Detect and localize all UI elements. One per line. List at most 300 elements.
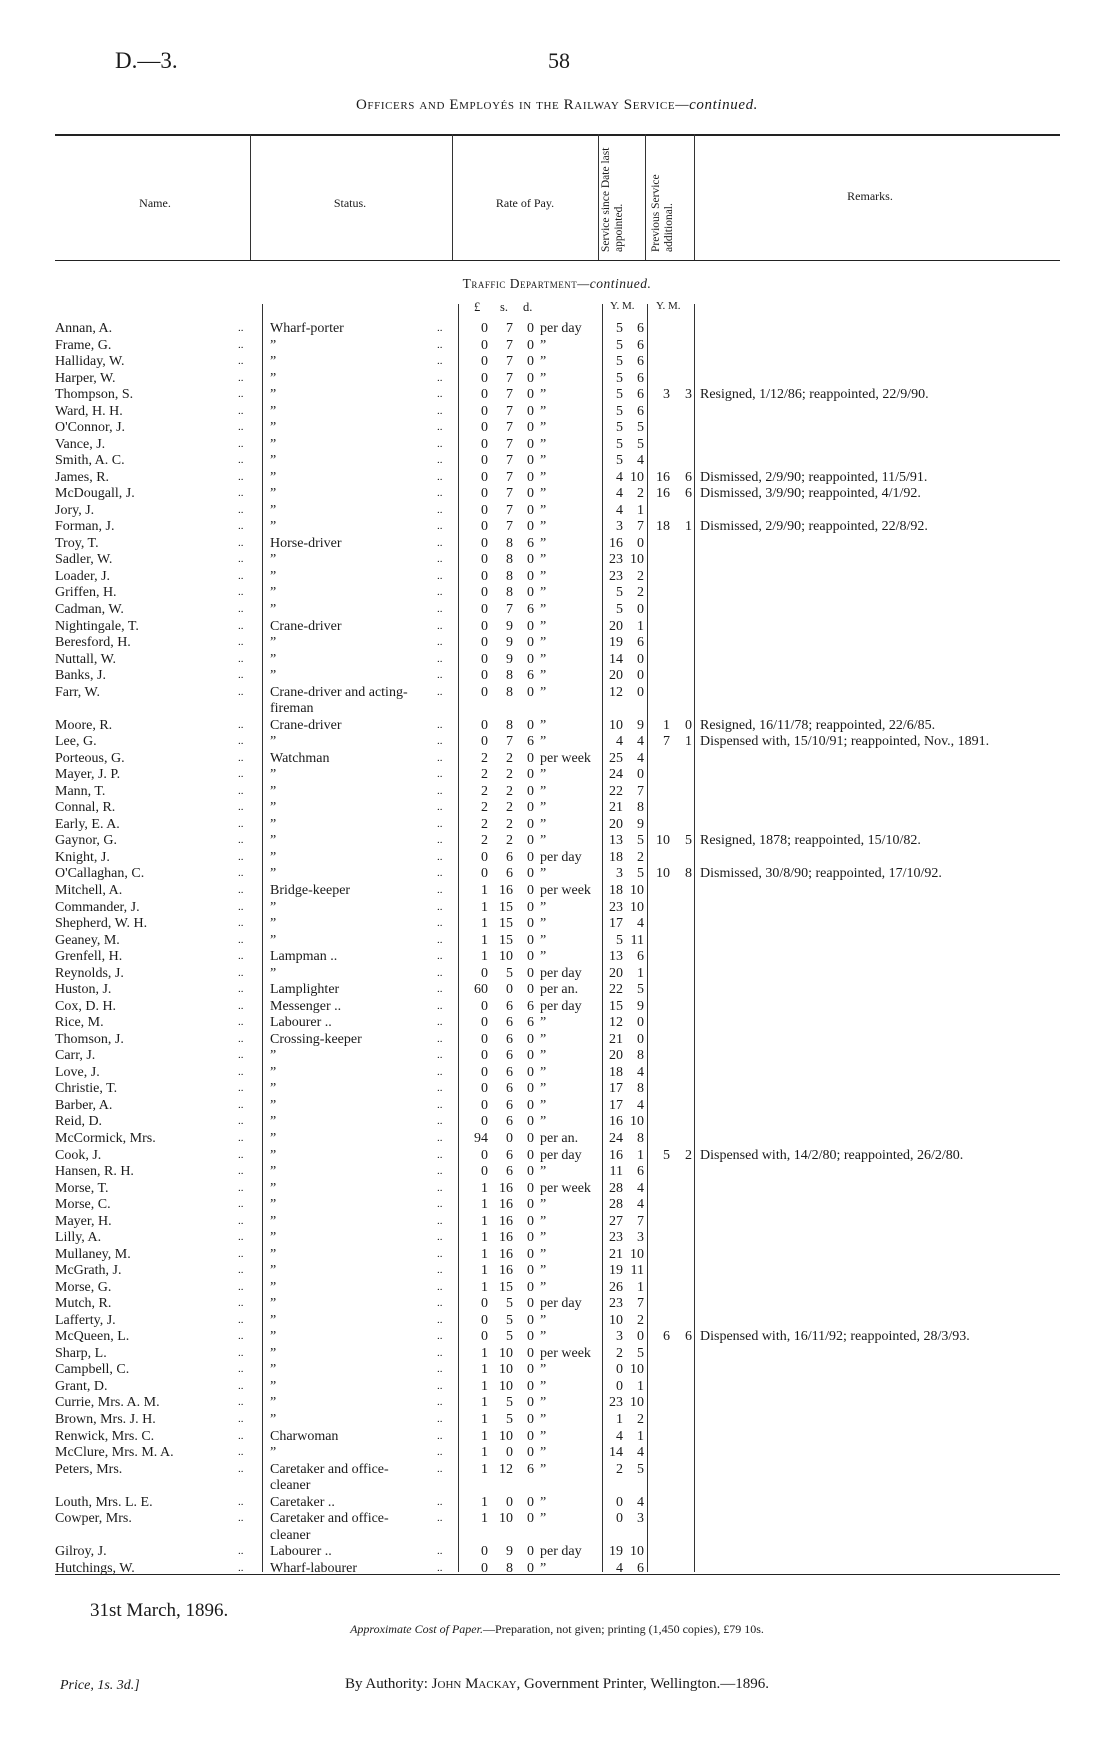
cell-s: 2 <box>506 767 513 783</box>
cell-y1: 5 <box>616 420 623 436</box>
unit-shillings: s. <box>500 300 508 314</box>
cell-name: Hutchings, W. <box>55 1560 135 1576</box>
cell-status: ” <box>270 1230 277 1246</box>
leader-dots: .. <box>437 636 443 649</box>
leader-dots: .. <box>238 718 244 731</box>
cell-y1: 5 <box>616 387 623 403</box>
cell-s: 15 <box>499 1279 513 1295</box>
cell-status: ” <box>270 1329 277 1345</box>
cell-status: ” <box>270 1147 277 1163</box>
cell-per: ” <box>540 1164 547 1180</box>
cell-y1: 4 <box>616 469 623 485</box>
cell-y1: 5 <box>616 370 623 386</box>
leader-dots: .. <box>437 536 443 549</box>
cell-per: ” <box>540 1213 547 1229</box>
authority-prefix: By Authority: <box>344 1676 432 1692</box>
printer-name: John Mackay <box>431 1676 517 1692</box>
cell-y2: 6 <box>663 1329 670 1345</box>
cell-s: 0 <box>506 1445 513 1461</box>
leader-dots: .. <box>437 900 443 913</box>
cell-status: ” <box>270 1048 277 1064</box>
cell-name: Nuttall, W. <box>55 651 117 667</box>
cell-per: ” <box>540 684 547 700</box>
leader-dots: .. <box>238 983 244 996</box>
cell-status: ” <box>270 1279 277 1295</box>
cell-name: Forman, J. <box>55 519 115 535</box>
cell-per: ” <box>540 932 547 948</box>
cell-y1: 4 <box>616 486 623 502</box>
cell-y2: 7 <box>663 734 670 750</box>
cell-s: 8 <box>506 552 513 568</box>
table-row <box>0 1494 1114 1511</box>
table-row <box>0 899 1114 916</box>
cell-m1: 1 <box>637 965 644 981</box>
cell-m1: 2 <box>637 1312 644 1328</box>
cell-m1: 8 <box>637 1130 644 1146</box>
cell-m1: 0 <box>637 1015 644 1031</box>
cell-name: Jory, J. <box>55 502 95 518</box>
table-top-rule <box>55 134 1060 136</box>
cell-y2: 3 <box>663 387 670 403</box>
leader-dots: .. <box>238 404 244 417</box>
leader-dots: .. <box>437 619 443 632</box>
table-row <box>0 1163 1114 1180</box>
cell-d: 0 <box>527 1345 534 1361</box>
cell-d: 0 <box>527 949 534 965</box>
cell-d: 0 <box>527 403 534 419</box>
cell-l: 0 <box>481 1114 488 1130</box>
cell-name: Farr, W. <box>55 684 100 700</box>
cell-m1: 4 <box>637 1494 644 1510</box>
cell-m1: 10 <box>630 469 644 485</box>
table-row <box>0 1428 1114 1445</box>
cell-m1: 9 <box>637 816 644 832</box>
cell-d: 0 <box>527 932 534 948</box>
cell-per: ” <box>540 354 547 370</box>
table-row <box>0 518 1114 535</box>
cell-m1: 0 <box>637 684 644 700</box>
cell-l: 0 <box>481 635 488 651</box>
cell-s: 6 <box>506 866 513 882</box>
cell-l: 0 <box>481 1296 488 1312</box>
cell-s: 6 <box>506 1048 513 1064</box>
table-row <box>0 915 1114 932</box>
table-row <box>0 1361 1114 1378</box>
leader-dots: .. <box>437 1098 443 1111</box>
table-row <box>0 1394 1114 1411</box>
cell-y1: 12 <box>609 684 623 700</box>
cell-y2: 16 <box>656 486 670 502</box>
cell-s: 0 <box>506 982 513 998</box>
cell-l: 0 <box>481 585 488 601</box>
leader-dots: .. <box>437 1462 443 1475</box>
cell-name: Campbell, C. <box>55 1362 130 1378</box>
cell-m1: 11 <box>630 932 644 948</box>
cell-d: 0 <box>527 866 534 882</box>
cell-s: 5 <box>506 1329 513 1345</box>
cell-d: 0 <box>527 883 534 899</box>
cell-per: ” <box>540 502 547 518</box>
table-row <box>0 717 1114 734</box>
cell-name: McCormick, Mrs. <box>55 1130 156 1146</box>
leader-dots: .. <box>238 834 244 847</box>
leader-dots: .. <box>437 1049 443 1062</box>
cell-remarks: Dispensed with, 15/10/91; reappointed, Nov., 1891. <box>700 734 990 750</box>
cell-l: 0 <box>481 420 488 436</box>
cell-d: 0 <box>527 436 534 452</box>
leader-dots: .. <box>437 1231 443 1244</box>
cell-l: 0 <box>481 337 488 353</box>
cell-s: 8 <box>506 568 513 584</box>
cell-y1: 4 <box>616 734 623 750</box>
leader-dots: .. <box>437 1247 443 1260</box>
cell-d: 0 <box>527 354 534 370</box>
cell-l: 1 <box>481 1411 488 1427</box>
cell-status: ” <box>270 1378 277 1394</box>
cell-d: 6 <box>527 602 534 617</box>
cell-status: Wharf-porter <box>270 321 344 336</box>
cell-per: ” <box>540 816 547 832</box>
column-header-status: Status. <box>333 196 367 210</box>
leader-dots: .. <box>437 1412 443 1425</box>
cell-name: James, R. <box>55 469 110 485</box>
cell-l: 1 <box>481 899 488 915</box>
table-row <box>0 816 1114 833</box>
cell-status: ” <box>270 420 277 436</box>
cell-l: 0 <box>481 568 488 584</box>
leader-dots: .. <box>437 834 443 847</box>
leader-dots: .. <box>238 619 244 632</box>
leader-dots: .. <box>437 437 443 450</box>
cell-per: ” <box>540 519 547 535</box>
cell-s: 10 <box>499 1378 513 1394</box>
leader-dots: .. <box>437 520 443 533</box>
cell-m2: 6 <box>685 1329 692 1345</box>
cell-d: 0 <box>527 1081 534 1097</box>
cell-name: Frame, G. <box>55 337 112 353</box>
cell-remarks: Resigned, 1878; reappointed, 15/10/82. <box>700 833 921 849</box>
cell-status: Wharf-labourer <box>270 1560 358 1576</box>
cell-y2: 5 <box>663 1147 670 1163</box>
cell-y2: 18 <box>656 519 670 535</box>
cell-name: Troy, T. <box>55 535 99 551</box>
cell-d: 0 <box>527 337 534 353</box>
cell-name: Beresford, H. <box>55 635 131 651</box>
cell-m2: 1 <box>685 734 692 750</box>
cell-per: ” <box>540 1279 547 1295</box>
leader-dots: .. <box>437 1214 443 1227</box>
cell-status: Crossing-keeper <box>270 1031 362 1047</box>
cell-remarks: Resigned, 1/12/86; reappointed, 22/9/90. <box>700 387 929 403</box>
table-row <box>0 1279 1114 1296</box>
cell-y1: 14 <box>609 651 623 667</box>
cell-name: Shepherd, W. H. <box>55 916 148 932</box>
leader-dots: .. <box>238 1462 244 1475</box>
cell-d: 0 <box>527 1312 534 1328</box>
leader-dots: .. <box>238 917 244 930</box>
cell-d: 0 <box>527 1411 534 1427</box>
cell-status: ” <box>270 403 277 419</box>
cell-y1: 10 <box>609 717 623 733</box>
cell-y1: 5 <box>616 453 623 469</box>
cell-m1: 0 <box>637 1031 644 1047</box>
cell-per: ” <box>540 1263 547 1279</box>
cell-s: 10 <box>499 1428 513 1444</box>
cell-l: 0 <box>481 651 488 667</box>
cell-y1: 0 <box>616 1362 623 1378</box>
leader-dots: .. <box>238 1313 244 1326</box>
cell-name: Reynolds, J. <box>55 965 124 981</box>
cell-d: 6 <box>527 734 534 750</box>
cell-s: 6 <box>506 1081 513 1097</box>
cell-s: 2 <box>506 800 513 816</box>
table-row <box>0 1147 1114 1164</box>
cell-d: 0 <box>527 585 534 601</box>
cell-per: ” <box>540 899 547 915</box>
cell-s: 6 <box>506 1097 513 1113</box>
cell-d: 0 <box>527 1031 534 1047</box>
cell-per: ” <box>540 651 547 667</box>
leader-dots: .. <box>238 520 244 533</box>
cell-m1: 0 <box>637 668 644 684</box>
table-row <box>0 1477 1114 1494</box>
cell-y1: 21 <box>609 800 623 816</box>
cell-status: Bridge-keeper <box>270 883 351 899</box>
cell-s: 10 <box>499 1362 513 1378</box>
cell-name: Barber, A. <box>55 1097 113 1113</box>
leader-dots: .. <box>238 1115 244 1128</box>
cell-y1: 18 <box>609 883 623 899</box>
table-row <box>0 469 1114 486</box>
cell-status: ” <box>270 1445 277 1461</box>
leader-dots: .. <box>238 437 244 450</box>
cell-m1: 7 <box>637 1213 644 1229</box>
column-divider-status <box>250 134 251 260</box>
cell-d: 0 <box>527 370 534 386</box>
cell-y1: 19 <box>609 1263 623 1279</box>
cell-per: ” <box>540 1197 547 1213</box>
leader-dots: .. <box>437 1082 443 1095</box>
cell-d: 0 <box>527 635 534 651</box>
cell-m1: 1 <box>637 1378 644 1394</box>
cell-s: 6 <box>506 1064 513 1080</box>
leader-dots: .. <box>238 900 244 913</box>
leader-dots: .. <box>437 950 443 963</box>
cell-name: Mitchell, A. <box>55 883 123 899</box>
leader-dots: .. <box>238 1098 244 1111</box>
cell-l: 1 <box>481 1230 488 1246</box>
leader-dots: .. <box>437 1446 443 1459</box>
cell-l: 0 <box>481 436 488 452</box>
leader-dots: .. <box>238 801 244 814</box>
leader-dots: .. <box>437 966 443 979</box>
price-note: Price, 1s. 3d.] <box>60 1678 140 1693</box>
leader-dots: .. <box>238 1396 244 1409</box>
leader-dots: .. <box>437 1115 443 1128</box>
cell-y1: 20 <box>609 1048 623 1064</box>
cell-y1: 14 <box>609 1445 623 1461</box>
cell-name: Griffen, H. <box>55 585 117 601</box>
leader-dots: .. <box>437 1512 443 1525</box>
cell-name: Early, E. A. <box>55 816 120 832</box>
table-row <box>0 1097 1114 1114</box>
cell-d: 0 <box>527 783 534 799</box>
cell-status: ” <box>270 849 277 865</box>
cell-l: 0 <box>481 453 488 469</box>
leader-dots: .. <box>238 454 244 467</box>
cell-y1: 24 <box>609 1130 623 1146</box>
table-row <box>0 436 1114 453</box>
cell-y1: 5 <box>616 321 623 336</box>
cell-per: per day <box>540 321 582 336</box>
cell-status: ” <box>270 1362 277 1378</box>
cell-d: 0 <box>527 1544 534 1560</box>
cell-name: Connal, R. <box>55 800 116 816</box>
cell-l: 0 <box>481 849 488 865</box>
cell-d: 0 <box>527 833 534 849</box>
cell-s: 2 <box>506 816 513 832</box>
leader-dots: .. <box>238 1429 244 1442</box>
table-row <box>0 882 1114 899</box>
table-row <box>0 1080 1114 1097</box>
cell-l: 0 <box>481 717 488 733</box>
cell-per: ” <box>540 1230 547 1246</box>
cell-per: ” <box>540 1362 547 1378</box>
column-divider-previous <box>645 134 646 260</box>
cell-per: ” <box>540 1048 547 1064</box>
cell-per: ” <box>540 1395 547 1411</box>
leader-dots: .. <box>238 735 244 748</box>
cell-per: ” <box>540 535 547 551</box>
leader-dots: .. <box>238 966 244 979</box>
leader-dots: .. <box>238 1280 244 1293</box>
cell-m1: 10 <box>630 883 644 899</box>
cell-l: 1 <box>481 1263 488 1279</box>
cell-s: 9 <box>506 651 513 667</box>
leader-dots: .. <box>437 1032 443 1045</box>
cell-d: 0 <box>527 552 534 568</box>
cell-status: ” <box>270 1411 277 1427</box>
cell-l: 1 <box>481 1378 488 1394</box>
table-row <box>0 419 1114 436</box>
cell-status: ” <box>270 436 277 452</box>
table-row <box>0 1312 1114 1329</box>
cell-l: 0 <box>481 998 488 1014</box>
cell-per: ” <box>540 370 547 386</box>
cell-d: 0 <box>527 1494 534 1510</box>
table-row <box>0 684 1114 701</box>
cell-s: 16 <box>499 1263 513 1279</box>
table-row <box>0 981 1114 998</box>
cell-d: 0 <box>527 1445 534 1461</box>
cell-y1: 21 <box>609 1031 623 1047</box>
table-row <box>0 1246 1114 1263</box>
cell-y1: 19 <box>609 635 623 651</box>
cell-l: 0 <box>481 321 488 336</box>
cell-name: Halliday, W. <box>55 354 125 370</box>
cell-per: ” <box>540 1246 547 1262</box>
cell-per: ” <box>540 568 547 584</box>
cell-remarks: Dismissed, 2/9/90; reappointed, 22/8/92. <box>700 519 928 535</box>
cell-y1: 1 <box>616 1411 623 1427</box>
leader-dots: .. <box>437 1330 443 1343</box>
cell-y1: 3 <box>616 866 623 882</box>
cell-name: Renwick, Mrs. C. <box>55 1428 155 1444</box>
cell-per: ” <box>540 387 547 403</box>
cell-status: ” <box>270 585 277 601</box>
cell-y2: 10 <box>656 866 670 882</box>
cell-s: 16 <box>499 1246 513 1262</box>
cell-name: Harper, W. <box>55 370 116 386</box>
cell-l: 2 <box>481 783 488 799</box>
cell-per: per week <box>540 1345 591 1361</box>
cell-m2: 5 <box>685 833 692 849</box>
cell-status: ” <box>270 816 277 832</box>
cell-status: ” <box>270 1197 277 1213</box>
table-row <box>0 1229 1114 1246</box>
leader-dots: .. <box>437 1495 443 1508</box>
cell-name: Mayer, J. P. <box>55 767 121 783</box>
table-row <box>0 667 1114 684</box>
column-divider-remarks <box>694 134 695 260</box>
cell-l: 0 <box>481 1329 488 1345</box>
cell-l: 0 <box>481 1081 488 1097</box>
cell-l: 0 <box>481 1015 488 1031</box>
cell-m2: 0 <box>685 717 692 733</box>
cell-name: Porteous, G. <box>55 750 125 766</box>
leader-dots: .. <box>437 503 443 516</box>
cell-name: Lafferty, J. <box>55 1312 116 1328</box>
cell-status: ” <box>270 1097 277 1113</box>
cell-l: 0 <box>481 618 488 634</box>
cell-m1: 1 <box>637 1279 644 1295</box>
cell-per: ” <box>540 403 547 419</box>
leader-dots: .. <box>238 999 244 1012</box>
cell-d: 6 <box>527 1461 534 1477</box>
cell-m2: 8 <box>685 866 692 882</box>
cell-d: 0 <box>527 899 534 915</box>
column-divider-service <box>598 134 599 260</box>
cell-status: ” <box>270 1312 277 1328</box>
cell-name: Reid, D. <box>55 1114 103 1130</box>
cell-s: 8 <box>506 717 513 733</box>
cell-s: 5 <box>506 1296 513 1312</box>
cell-d: 0 <box>527 1395 534 1411</box>
cell-m1: 4 <box>637 1064 644 1080</box>
table-row <box>0 1510 1114 1527</box>
cell-m1: 6 <box>637 370 644 386</box>
cell-d: 0 <box>527 1064 534 1080</box>
cell-per: ” <box>540 767 547 783</box>
cell-name: Rice, M. <box>55 1015 104 1031</box>
cell-s: 2 <box>506 833 513 849</box>
cell-per: ” <box>540 916 547 932</box>
table-row <box>0 1014 1114 1031</box>
cell-l: 2 <box>481 750 488 766</box>
cell-s: 16 <box>499 1230 513 1246</box>
cell-per: ” <box>540 585 547 601</box>
cell-y1: 16 <box>609 535 623 551</box>
leader-dots: .. <box>437 603 443 615</box>
cell-name: Cowper, Mrs. <box>55 1511 132 1527</box>
leader-dots: .. <box>238 1165 244 1178</box>
cell-per: per an. <box>540 982 579 998</box>
cell-status: ” <box>270 568 277 584</box>
printer-authority <box>0 1676 1114 1693</box>
cell-per: ” <box>540 1560 547 1576</box>
cell-per: ” <box>540 1329 547 1345</box>
cell-m1: 4 <box>637 1445 644 1461</box>
